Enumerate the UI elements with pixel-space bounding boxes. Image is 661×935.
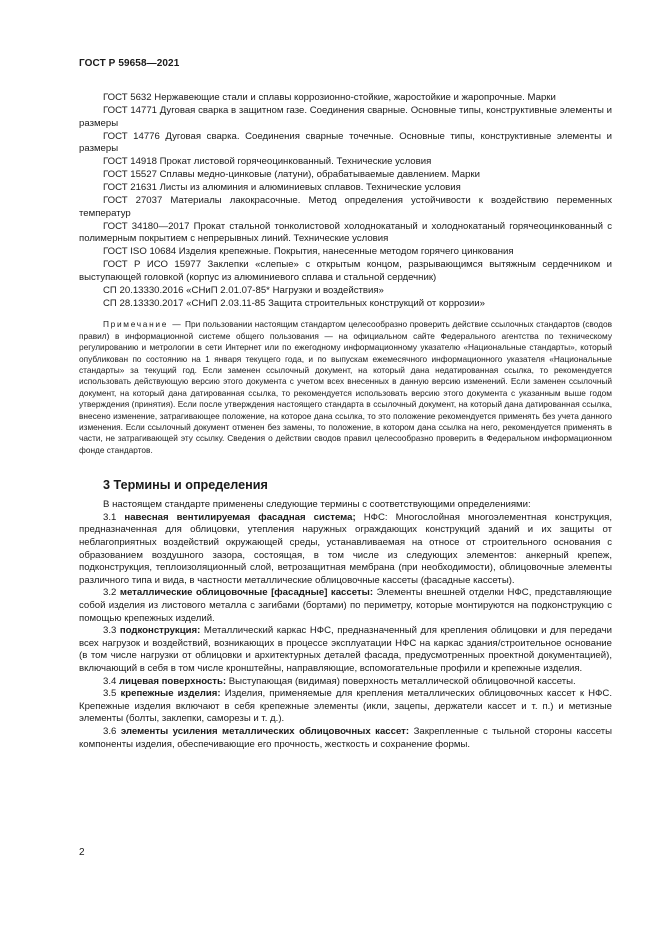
reference-item: ГОСТ 15527 Сплавы медно-цинковые (латуни), обрабатываемые давлением. Марки	[103, 169, 480, 181]
reference-item: ГОСТ 5632 Нержавеющие стали и сплавы коррозионно-стойкие, жаростойкие и жаропрочные. Марки	[103, 92, 556, 103]
term-definition: Металлический каркас НФС, предназначенный для крепления облицовки и для передачи всех нагрузок и воздействий, возникающих в процессе эксплуатации НФС на каркас здания/строительное основание (в том числе нагрузки от облицовки и архитектурных деталей фасада, предусмотренных проектной документацией), включающий в себя в том числе кронштейны, направляющие, вспомогательные профили и крепежные изделия.	[79, 625, 612, 674]
section-title: 3 Термины и определения	[103, 478, 268, 493]
term-entry	[79, 726, 612, 751]
term-definition: Изделия, применяемые для крепления металлических облицовочных кассет к НФС. Крепежные изделия включают в себя крепежные элементы (икли, зацепы, держатели кассет и т. п.) и метизные элементы (болты, заклепки, саморезы и т. д.).	[79, 688, 612, 725]
term-name: металлические облицовочные [фасадные] кассеты:	[119, 587, 374, 599]
term-number: 3.6	[103, 725, 117, 737]
reference-item: ГОСТ 14776 Дуговая сварка. Соединения сварные точечные. Основные типы, конструктивные элементы и размеры	[79, 130, 612, 155]
reference-item: ГОСТ 27037 Материалы лакокрасочные. Метод определения устойчивости к воздействию переменных температур	[79, 195, 612, 219]
term-entry	[79, 676, 612, 689]
term-name: навесная вентилируемая фасадная система;	[124, 511, 356, 523]
term-number: 3.2	[103, 587, 117, 599]
document-header: ГОСТ Р 59658—2021	[79, 58, 180, 69]
term-definition: НФС: Многослойная многоэлементная конструкция, предназначенная для облицовки, утепления наружных ограждающих конструкций зданий и их защиты от неблагоприятных воздействий окружающей среды, устанавливаемая на относе от строительного основания с образованием воздушного зазора, состоящая, в том числе из следующих элементов: анкерный крепеж, подконструкция, теплоизоляционный слой, ветрозащитная мембрана (при необходимости), облицовочные элементы различного типа и вида, в частности металлические облицовочные кассеты (фасадные кассеты).	[79, 511, 613, 586]
term-number: 3.4	[103, 675, 117, 687]
section-terms	[79, 478, 612, 751]
note-text: При пользовании настоящим стандартом целесообразно проверить действие ссылочных стандартов (сводов правил) в информационной системе общего пользования — на официальном сайте Федерального агентства по техническому регулированию и метрологии в сети Интернет или по ежегодному информационному указателю «Национальные стандарты», который опубликован по состоянию на 1 января текущего года, и по выпускам ежемесячного информационного указателя «Национальные стандарты» за текущий год. Если заменен ссылочный документ, на который дана недатированная ссылка, то рекомендуется использовать действующую версию этого документа с учетом всех внесенных в данную версию изменений. Если заменен ссылочный документ, на который дана датированная ссылка, то рекомендуется использовать версию этого документа с указанным выше годом утверждения (принятия). Если после утверждения настоящего стандарта в ссылочный документ, на который дана датированная ссылка, внесено изменение, затрагивающее положение, на которое дана ссылка, то это положение рекомендуется применять без учета данного изменения. Если ссылочный документ отменен без замены, то положение, в котором дана ссылка на него, рекомендуется применять в части, не затрагивающей эту ссылку. Сведения о действии сводов правил целесообразно проверить в Федеральном информационном фонде стандартов.	[79, 319, 612, 455]
note-label: Примечание —	[103, 319, 183, 330]
section-intro: В настоящем стандарте применены следующие термины с соответствующими определениями:	[103, 499, 531, 511]
term-definition: Элементы внешней отделки НФС, представляющие собой изделия из листового металла с загибами (бортами) по периметру, которые монтируются на подконструкцию с помощью крепежных изделий.	[79, 587, 612, 624]
term-name: крепежные изделия:	[120, 688, 221, 700]
term-name: лицевая поверхность:	[119, 675, 227, 687]
references-note	[79, 319, 612, 456]
reference-item: ГОСТ 21631 Листы из алюминия и алюминиевых сплавов. Технические условия	[103, 182, 461, 194]
term-name: подконструкция:	[119, 625, 201, 637]
reference-item: СП 28.13330.2017 «СНиП 2.03.11-85 Защита строительных конструкций от коррозии»	[103, 297, 485, 309]
reference-item: ГОСТ 14918 Прокат листовой горячеоцинкованный. Технические условия	[103, 156, 432, 168]
term-name: элементы усиления металлических облицовочных кассет:	[120, 725, 410, 737]
reference-item: ГОСТ 14771 Дуговая сварка в защитном газе. Соединения сварные. Основные типы, конструктивные элементы и размеры	[79, 104, 612, 129]
term-entry	[79, 688, 612, 726]
reference-item: СП 20.13330.2016 «СНиП 2.01.07-85* Нагрузки и воздействия»	[103, 284, 384, 296]
term-definition: Выступающая (видимая) поверхность металлической облицовочной кассеты.	[228, 675, 576, 687]
reference-item: ГОСТ Р ИСО 15977 Заклепки «слепые» с открытым концом, разрывающимся вытяжным сердечником и выступающей головкой (корпус из алюминиевого сплава и стальной сердечник)	[79, 259, 612, 283]
reference-item: ГОСТ 34180—2017 Прокат стальной тонколистовой холоднокатаный и холоднокатаный горячеоцинкованный с полимерным покрытием с непрерывных линий. Технические условия	[79, 220, 612, 245]
page-content	[79, 92, 612, 751]
term-number: 3.3	[103, 625, 117, 637]
term-entry	[79, 587, 612, 625]
term-entry	[79, 625, 612, 675]
term-entry	[79, 512, 612, 588]
reference-item: ГОСТ ISO 10684 Изделия крепежные. Покрытия, нанесенные методом горячего цинкования	[103, 246, 514, 258]
term-definition: Закрепленные с тыльной стороны кассеты компоненты изделия, обеспечивающие его прочность, жесткость и сохранение формы.	[79, 725, 613, 750]
term-number: 3.5	[103, 688, 117, 700]
page-number: 2	[79, 847, 85, 858]
normative-references-list	[79, 92, 612, 310]
term-number: 3.1	[103, 511, 117, 523]
